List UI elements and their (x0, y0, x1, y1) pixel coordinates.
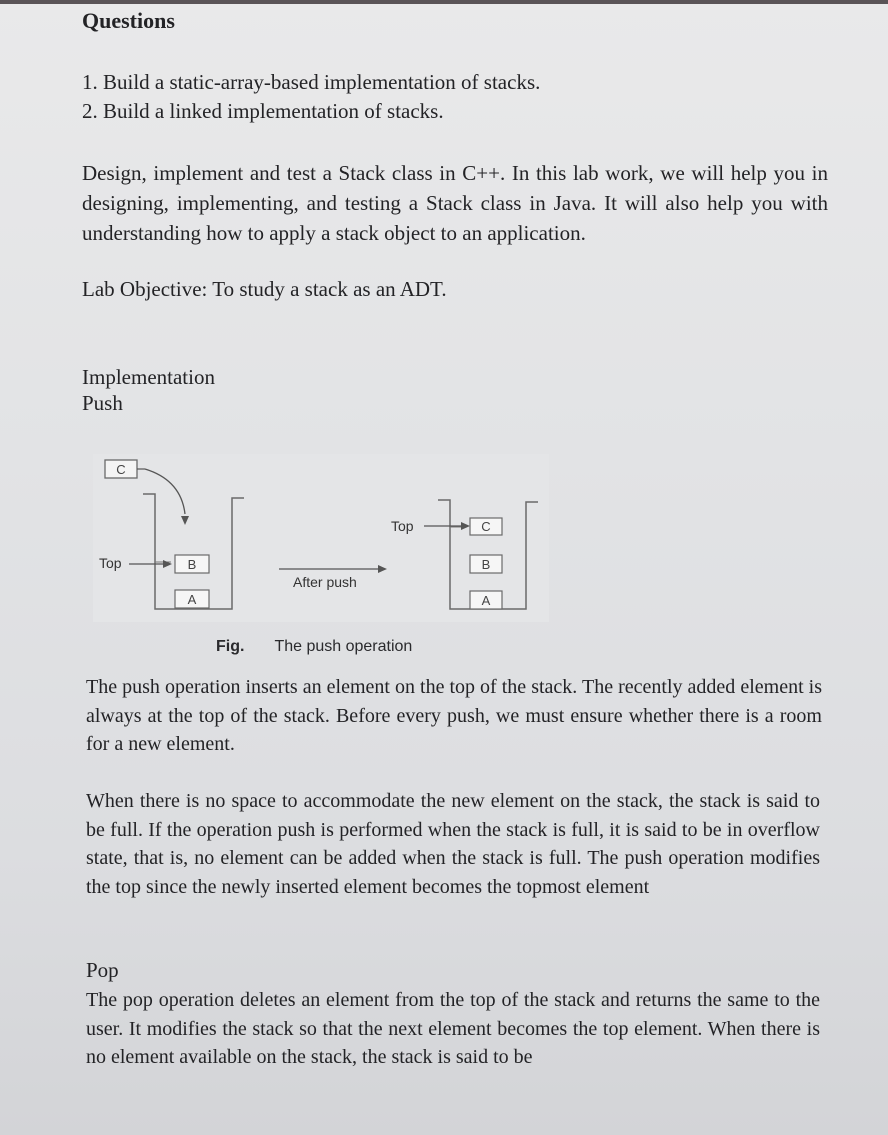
intro-paragraph: Design, implement and test a Stack class in C++. In this lab work, we will help you in designing, implementing, and testing a Stack class in Java. It will also help you with understanding how to apply a stack object to an application. (82, 161, 828, 245)
after-push-label: After push (293, 574, 357, 590)
question-2: 2. Build a linked implementation of stacks. (82, 99, 444, 123)
left-top-label: Top (99, 555, 122, 571)
lab-objective: Lab Objective: To study a stack as an ADT. (82, 277, 447, 301)
stack-full-paragraph: When there is no space to accommodate the new element on the stack, the stack is said to be full. If the operation push is performed when the stack is full, it is said to be in overflow state, that is, no element can be added when the stack is full. The push operation modifies the top since the newly inserted element becomes the topmost element (86, 790, 820, 898)
push-diagram (93, 454, 549, 622)
right-stack-element: C (481, 519, 491, 534)
pop-heading: Pop (86, 958, 119, 982)
top-border (0, 0, 888, 4)
right-stack-element: A (481, 593, 491, 608)
figure-caption-label: Fig. (216, 638, 245, 655)
question-1: 1. Build a static-array-based implementation of stacks. (82, 70, 541, 94)
figure-caption (216, 638, 412, 656)
push-heading: Push (82, 391, 123, 415)
left-stack-element: A (187, 592, 197, 607)
right-stack-element: B (481, 557, 491, 572)
figure-caption-text: The push operation (274, 638, 413, 655)
right-top-label: Top (391, 518, 414, 534)
left-stack-element: B (187, 557, 197, 572)
push-figure (93, 454, 549, 622)
questions-heading: Questions (82, 8, 175, 33)
implementation-heading: Implementation (82, 365, 215, 389)
incoming-element: C (116, 462, 126, 477)
push-paragraph: The push operation inserts an element on the top of the stack. The recently added element is always at the top of the stack. Before every push, we must ensure whether there is a room for a new element. (86, 676, 822, 755)
pop-paragraph: The pop operation deletes an element from the top of the stack and returns the same to the user. It modifies the stack so that the next element becomes the top element. When there is no element available on the stack, the stack is said to be (86, 989, 820, 1068)
